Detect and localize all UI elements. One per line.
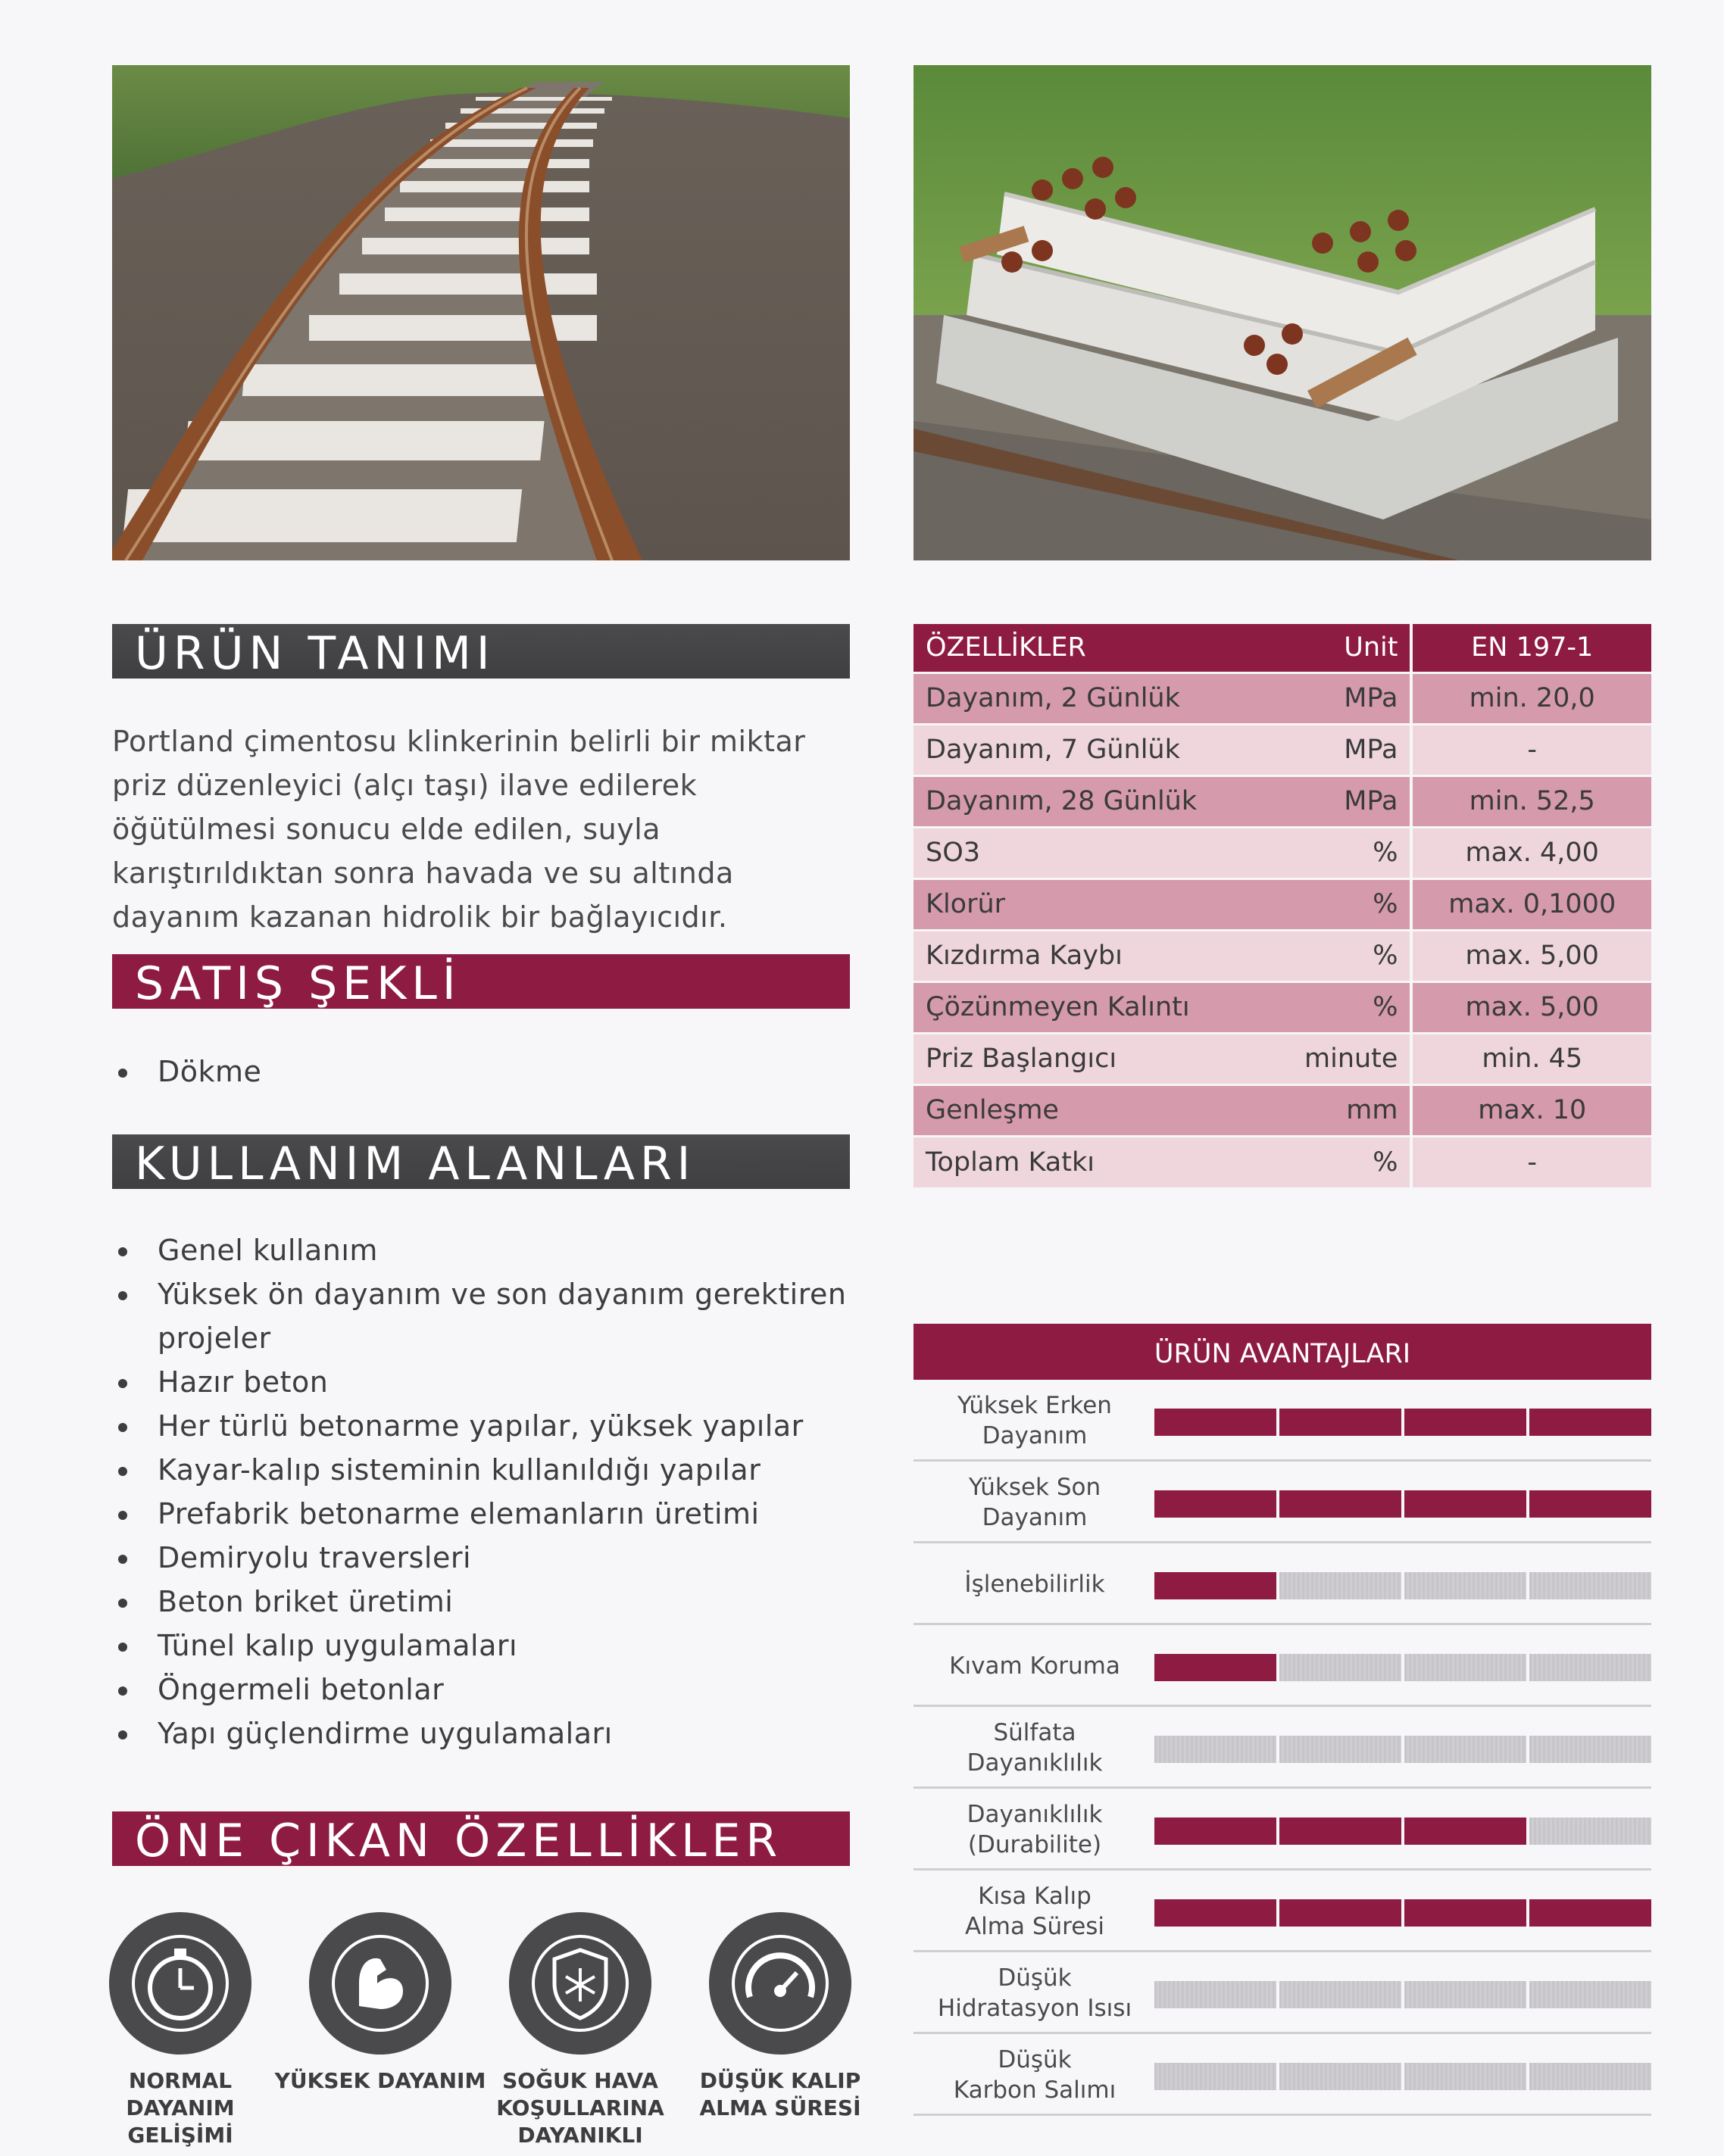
- level-segment-filled: [1529, 1899, 1651, 1927]
- value-cell: max. 10: [1411, 1084, 1651, 1136]
- table-row: [914, 775, 1651, 827]
- level-segment-filled: [1279, 1817, 1401, 1845]
- advantage-label-line: Kıvam Koruma: [949, 1652, 1120, 1680]
- feature-short-demolding: [699, 1912, 861, 2120]
- advantage-level-bar: [1154, 1409, 1651, 1436]
- feature-label: DÜŞÜK KALIP ALMA SÜRESİ: [699, 2068, 861, 2120]
- list-item: Demiryolu traversleri: [112, 1536, 854, 1580]
- value-cell: -: [1411, 724, 1651, 775]
- list-item: Her türlü betonarme yapılar, yüksek yapılar: [112, 1404, 854, 1448]
- advantage-label-line: Kısa Kalıp: [978, 1883, 1092, 1910]
- advantage-label-line: Dayanım: [982, 1422, 1088, 1449]
- value-cell: min. 20,0: [1411, 672, 1651, 724]
- advantage-label-line: Sülfata: [993, 1719, 1076, 1746]
- advantage-row: [914, 1625, 1651, 1707]
- feature-label: NORMAL DAYANIM GELİŞİMİ: [126, 2068, 235, 2148]
- concrete-sleepers-photo: [914, 65, 1651, 560]
- advantage-label: [914, 1952, 1156, 2034]
- advantage-label-line: (Durabilite): [967, 1831, 1102, 1858]
- railway-track-photo: [112, 65, 850, 560]
- advantage-label: [914, 1543, 1156, 1625]
- table-row: [914, 1033, 1651, 1084]
- level-segment-empty: [1154, 1981, 1276, 2008]
- stopwatch-icon: [109, 1912, 251, 2055]
- list-item: Dökme: [112, 1050, 854, 1094]
- unit-cell: mm: [1292, 1084, 1411, 1136]
- list-item: Prefabrik betonarme elemanların üretimi: [112, 1492, 854, 1536]
- advantage-level-bar: [1154, 1654, 1651, 1681]
- level-segment-filled: [1154, 1572, 1276, 1599]
- advantage-level-bar: [1154, 1899, 1651, 1927]
- advantage-row: [914, 2034, 1651, 2116]
- level-segment-filled: [1279, 1490, 1401, 1518]
- property-cell: Kızdırma Kaybı: [914, 930, 1292, 981]
- advantage-label-line: Yüksek Erken: [957, 1392, 1112, 1419]
- product-definition-heading: ÜRÜN TANIMI: [112, 624, 850, 679]
- level-segment-empty: [1154, 1736, 1276, 1763]
- advantage-label-line: Karbon Salımı: [953, 2076, 1117, 2104]
- advantage-row: [914, 1543, 1651, 1625]
- feature-high-strength: [274, 1912, 486, 2093]
- list-item: Tünel kalıp uygulamaları: [112, 1624, 854, 1668]
- value-cell: max. 0,1000: [1411, 878, 1651, 930]
- flexed-arm-icon: [309, 1912, 451, 2055]
- advantage-row: [914, 1789, 1651, 1871]
- level-segment-filled: [1154, 1899, 1276, 1927]
- level-segment-filled: [1404, 1817, 1526, 1845]
- level-segment-empty: [1279, 1572, 1401, 1599]
- property-cell: Çözünmeyen Kalıntı: [914, 981, 1292, 1033]
- level-segment-empty: [1404, 2063, 1526, 2090]
- usage-areas-heading: KULLANIM ALANLARI: [112, 1134, 850, 1189]
- unit-cell: %: [1292, 827, 1411, 878]
- advantage-label: [914, 1380, 1156, 1462]
- unit-cell: minute: [1292, 1033, 1411, 1084]
- list-item: Kayar-kalıp sisteminin kullanıldığı yapılar: [112, 1448, 854, 1492]
- advantage-label-line: Dayanım: [982, 1504, 1088, 1531]
- advantage-label: [914, 1462, 1156, 1543]
- advantage-label: [914, 2034, 1156, 2116]
- level-segment-empty: [1279, 1654, 1401, 1681]
- level-segment-filled: [1154, 1817, 1276, 1845]
- level-segment-filled: [1404, 1490, 1526, 1518]
- table-row: [914, 1136, 1651, 1187]
- property-cell: Toplam Katkı: [914, 1136, 1292, 1187]
- property-cell: Dayanım, 2 Günlük: [914, 672, 1292, 724]
- level-segment-empty: [1404, 1736, 1526, 1763]
- advantage-label-line: İşlenebilirlik: [964, 1571, 1105, 1598]
- advantage-label: [914, 1625, 1156, 1707]
- feature-cold-weather: [496, 1912, 664, 2148]
- table-row: [914, 981, 1651, 1033]
- table-row: [914, 672, 1651, 724]
- highlights-heading: ÖNE ÇIKAN ÖZELLİKLER: [112, 1811, 850, 1866]
- level-segment-filled: [1154, 1654, 1276, 1681]
- advantage-level-bar: [1154, 1490, 1651, 1518]
- list-item: Yüksek ön dayanım ve son dayanım gerektiren projeler: [112, 1272, 854, 1360]
- level-segment-empty: [1529, 1981, 1651, 2008]
- standard-column-header: EN 197-1: [1411, 624, 1651, 672]
- table-row: [914, 827, 1651, 878]
- feature-normal-strength: [105, 1912, 256, 2148]
- level-segment-filled: [1279, 1899, 1401, 1927]
- spec-table: [914, 624, 1651, 1187]
- level-segment-empty: [1529, 2063, 1651, 2090]
- level-segment-filled: [1154, 1490, 1276, 1518]
- value-cell: -: [1411, 1136, 1651, 1187]
- level-segment-filled: [1404, 1409, 1526, 1436]
- advantage-row: [914, 1952, 1651, 2034]
- advantage-label-line: Hidratasyon Isısı: [937, 1995, 1132, 2022]
- table-row: [914, 878, 1651, 930]
- feature-label: YÜKSEK DAYANIM: [274, 2068, 486, 2093]
- level-segment-empty: [1404, 1572, 1526, 1599]
- advantage-label-line: Dayanıklılık: [967, 1801, 1103, 1828]
- level-segment-empty: [1529, 1736, 1651, 1763]
- advantages-heading: ÜRÜN AVANTAJLARI: [914, 1324, 1651, 1380]
- level-segment-empty: [1404, 1981, 1526, 2008]
- value-cell: max. 4,00: [1411, 827, 1651, 878]
- sales-form-list: [112, 1050, 854, 1094]
- property-column-header: ÖZELLİKLER: [914, 624, 1292, 672]
- value-cell: min. 45: [1411, 1033, 1651, 1084]
- advantage-row: [914, 1707, 1651, 1789]
- unit-cell: MPa: [1292, 724, 1411, 775]
- level-segment-filled: [1529, 1409, 1651, 1436]
- unit-cell: MPa: [1292, 672, 1411, 724]
- value-cell: min. 52,5: [1411, 775, 1651, 827]
- feature-label: SOĞUK HAVA KOŞULLARINA DAYANIKLI: [496, 2068, 664, 2148]
- unit-cell: %: [1292, 981, 1411, 1033]
- advantage-row: [914, 1462, 1651, 1543]
- list-item: Hazır beton: [112, 1360, 854, 1404]
- advantage-label: [914, 1789, 1156, 1871]
- advantage-label-line: Düşük: [998, 1964, 1072, 1992]
- advantage-label-line: Dayanıklılık: [967, 1749, 1103, 1777]
- level-segment-empty: [1529, 1817, 1651, 1845]
- property-cell: Klorür: [914, 878, 1292, 930]
- value-cell: max. 5,00: [1411, 981, 1651, 1033]
- speedometer-icon: [709, 1912, 851, 2055]
- advantage-row: [914, 1871, 1651, 1952]
- unit-cell: %: [1292, 1136, 1411, 1187]
- list-item: Öngermeli betonlar: [112, 1668, 854, 1711]
- table-row: [914, 1084, 1651, 1136]
- property-cell: Priz Başlangıcı: [914, 1033, 1292, 1084]
- list-item: Beton briket üretimi: [112, 1580, 854, 1624]
- list-item: Yapı güçlendirme uygulamaları: [112, 1711, 854, 1755]
- level-segment-empty: [1529, 1654, 1651, 1681]
- level-segment-empty: [1404, 1654, 1526, 1681]
- snowflake-shield-icon: [509, 1912, 651, 2055]
- property-cell: Dayanım, 7 Günlük: [914, 724, 1292, 775]
- table-row: [914, 930, 1651, 981]
- level-segment-empty: [1279, 2063, 1401, 2090]
- property-cell: Dayanım, 28 Günlük: [914, 775, 1292, 827]
- unit-cell: MPa: [1292, 775, 1411, 827]
- advantage-label: [914, 1871, 1156, 1952]
- advantage-label-line: Alma Süresi: [964, 1913, 1105, 1940]
- level-segment-filled: [1279, 1409, 1401, 1436]
- value-cell: max. 5,00: [1411, 930, 1651, 981]
- level-segment-empty: [1529, 1572, 1651, 1599]
- level-segment-empty: [1279, 1736, 1401, 1763]
- level-segment-empty: [1154, 2063, 1276, 2090]
- level-segment-filled: [1154, 1409, 1276, 1436]
- list-item: Genel kullanım: [112, 1228, 854, 1272]
- advantage-level-bar: [1154, 1736, 1651, 1763]
- advantage-label-line: Düşük: [998, 2046, 1072, 2073]
- unit-cell: %: [1292, 878, 1411, 930]
- advantage-level-bar: [1154, 1981, 1651, 2008]
- advantage-level-bar: [1154, 1572, 1651, 1599]
- spec-table-header: [914, 624, 1651, 672]
- level-segment-filled: [1404, 1899, 1526, 1927]
- usage-areas-list: [112, 1228, 854, 1755]
- level-segment-empty: [1279, 1981, 1401, 2008]
- advantage-row: [914, 1380, 1651, 1462]
- advantage-label-line: Yüksek Son: [968, 1474, 1101, 1501]
- advantage-label: [914, 1707, 1156, 1789]
- unit-column-header: Unit: [1292, 624, 1411, 672]
- table-row: [914, 724, 1651, 775]
- advantage-level-bar: [1154, 1817, 1651, 1845]
- product-definition-text: Portland çimentosu klinkerinin belirli bir miktar priz düzenleyici (alçı taşı) ilave edilerek öğütülmesi sonucu elde edilen, suyla karıştırıldıktan sonra havada ve su altında dayanım kazanan hidrolik bir bağlayıcıdır.: [112, 725, 806, 934]
- property-cell: Genleşme: [914, 1084, 1292, 1136]
- property-cell: SO3: [914, 827, 1292, 878]
- level-segment-filled: [1529, 1490, 1651, 1518]
- unit-cell: %: [1292, 930, 1411, 981]
- sales-form-heading: SATIŞ ŞEKLİ: [112, 954, 850, 1009]
- advantage-level-bar: [1154, 2063, 1651, 2090]
